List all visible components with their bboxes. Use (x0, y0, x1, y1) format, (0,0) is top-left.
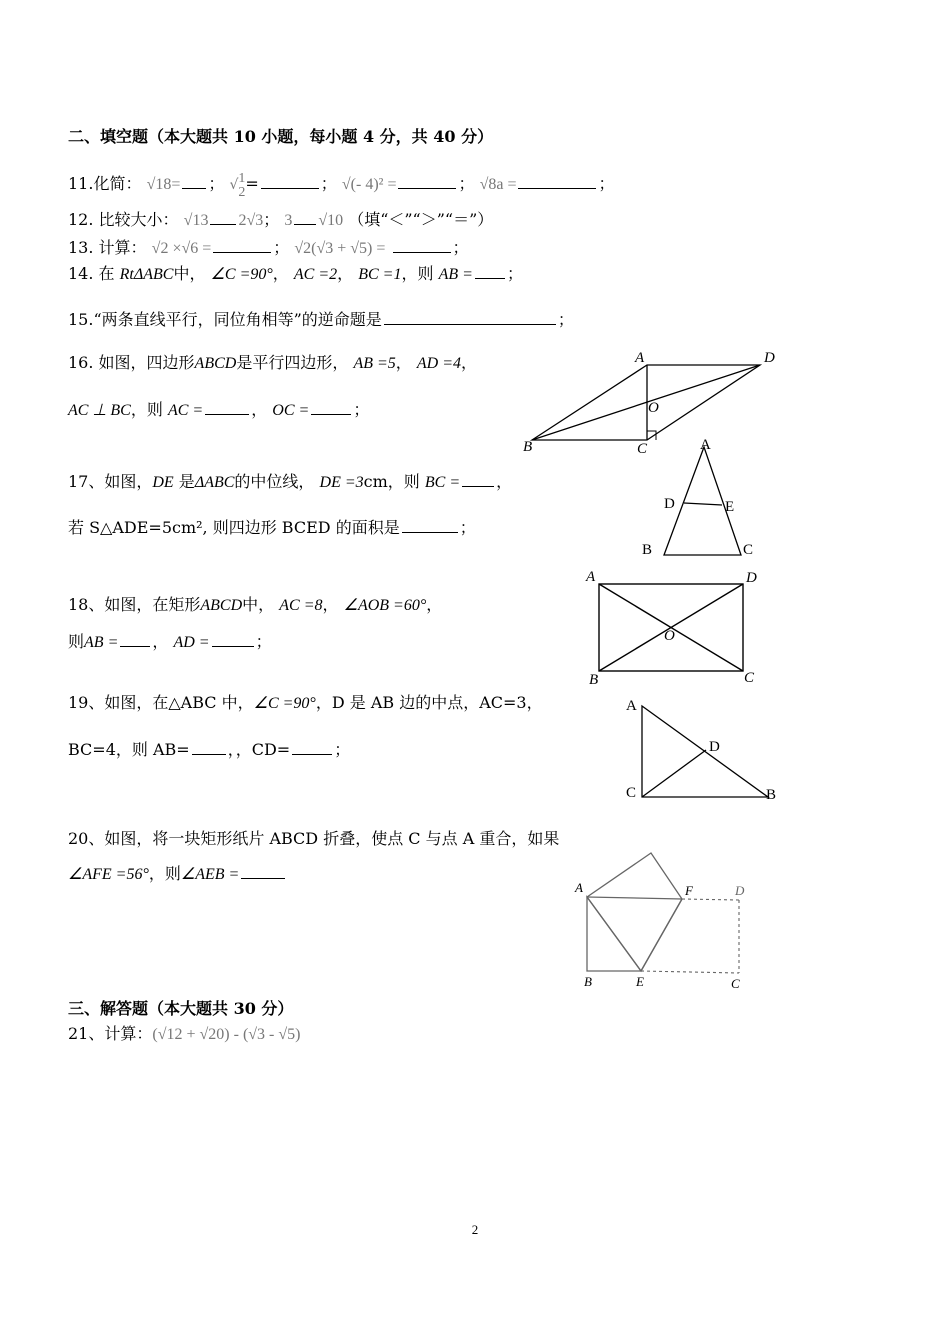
question-18-line-2: 则AB = ， AD = ； (68, 632, 272, 651)
q17-label-b: B (642, 542, 653, 558)
q17-triangle-figure (636, 433, 766, 563)
q18-cond-1: AC =8 (279, 597, 323, 614)
q17-text-4: 若 S△ADE=5cm², 则四边形 BCED 的面积是 (68, 518, 400, 537)
q13-blank-2[interactable] (393, 236, 451, 253)
q20-ask: ∠AEB = (180, 866, 240, 883)
q14-text-1: 14. 在 (68, 264, 115, 283)
q20-fold-figure (565, 845, 765, 995)
q18-label-b: B (589, 672, 599, 688)
q19-text-4: ，CD= (235, 740, 291, 759)
q16-shape: ABCD (194, 355, 237, 372)
q17-text-1: 17、如图， (68, 472, 153, 491)
q13-number: 13. (68, 238, 94, 257)
q16-text-2: 是平行四边形， (236, 353, 349, 372)
q17-label-a: A (700, 437, 711, 453)
q16-label-d: D (764, 350, 775, 366)
q21-text: 21、计算： (68, 1024, 153, 1043)
q16-text-3: ，则 (130, 400, 163, 419)
q12-blank-1[interactable] (210, 208, 236, 225)
q11-number: 11. (68, 174, 94, 194)
q17-label-c: C (743, 542, 754, 558)
q19-label-b: B (766, 787, 777, 803)
q14-cond-1: ∠C =90° (210, 266, 273, 283)
q15-text: 15.“两条直线平行，同位角相等”的逆命题是 (68, 310, 382, 329)
question-20-line-2 (68, 862, 287, 886)
q18-text-2: 中， (242, 595, 275, 614)
q19-cond-1: ∠C =90° (253, 695, 316, 712)
q18-cond-2: ∠AOB =60° (343, 597, 427, 614)
q12-expr-4: √10 (318, 212, 344, 229)
q13-text: 计算： (98, 238, 147, 257)
q11-expr-3: √(- 4)² = (341, 176, 397, 194)
question-11: 11.化简： √18= ； √1 2= ； √(- 4)² = ； √8a = ； (68, 171, 615, 200)
q19-right-triangle-figure (620, 690, 785, 810)
q11-sqrt-half: √1 2 (229, 171, 246, 200)
section-3-heading: 三、解答题（本大题共 30 分） (68, 999, 294, 1018)
q13-expr-2: √2(√3 + √5) = (294, 240, 386, 257)
q20-label-a: A (575, 880, 583, 895)
q21-expr: (√12 + √20) - (√3 - √5) (152, 1026, 301, 1043)
q20-label-b: B (584, 974, 592, 989)
q17-blank-1[interactable] (462, 470, 494, 487)
page-number: 2 (471, 1222, 479, 1237)
question-16-line-2: AC ⊥ BC，则 AC = ， OC = ； (68, 400, 370, 419)
q11-text: 化简： (93, 174, 142, 194)
q18-text-3: 则 (68, 632, 85, 651)
q20-label-f: F (685, 883, 693, 898)
q11-blank-1[interactable] (182, 172, 206, 189)
q12-text: 比较大小： (98, 210, 179, 229)
q16-text-1: 16. 如图，四边形 (68, 353, 195, 372)
q18-label-d: D (746, 570, 757, 586)
q11-sep: ； (598, 174, 615, 194)
question-13: 13. 计算： √2 ×√6 = ； √2(√3 + √5) = ； (68, 238, 469, 257)
q20-text-2: ，则 (148, 864, 181, 883)
q17-label-e: E (725, 499, 735, 515)
q14-text-3: ，则 (401, 264, 434, 283)
q18-blank-2[interactable] (212, 630, 254, 647)
q17-cond-1: DE =3 (319, 474, 364, 491)
q12-number: 12. (68, 210, 94, 229)
q11-expr-1: √18= (146, 176, 181, 194)
q20-text-1: 20、如图，将一块矩形纸片 ABCD 折叠，使点 C 与点 A 重合，如果 (68, 829, 560, 848)
q17-triangle: ΔABC (194, 474, 235, 491)
q16-cond-1: AB =5 (353, 355, 396, 372)
q14-blank[interactable] (475, 262, 505, 279)
q16-blank-1[interactable] (205, 398, 249, 415)
q19-blank-1[interactable] (192, 738, 226, 755)
q20-label-c: C (731, 976, 740, 991)
q16-blank-2[interactable] (311, 398, 351, 415)
q20-cond-1: ∠AFE =56° (68, 866, 149, 883)
q17-label-d: D (664, 496, 675, 512)
question-21 (68, 1023, 301, 1046)
q17-ask: BC = (424, 474, 461, 491)
q11-blank-4[interactable] (518, 172, 596, 189)
question-17-line-1: 17、如图，DE 是ΔABC的中位线， DE =3cm，则 BC = ， (68, 472, 513, 491)
q19-text-1: 19、如图，在△ABC 中， (68, 693, 254, 712)
q18-label-c: C (744, 670, 755, 686)
q20-blank[interactable] (241, 862, 285, 879)
q13-blank-1[interactable] (213, 236, 271, 253)
q17-segment: DE (152, 474, 174, 491)
q18-text-1: 18、如图，在矩形 (68, 595, 201, 614)
q19-label-c: C (626, 785, 637, 801)
q12-blank-2[interactable] (294, 208, 316, 225)
q18-ask-2: AD = (173, 634, 210, 651)
q12-expr-2: 2√3 (238, 212, 264, 229)
q12-hint: （填“＜”“＞”“＝”） (348, 210, 494, 229)
q18-blank-1[interactable] (120, 630, 150, 647)
q14-triangle: RtΔABC (119, 266, 174, 283)
q14-text-2: 中， (173, 264, 206, 283)
q16-cond-2: AD =4 (416, 355, 461, 372)
q16-ask-1: AC = (167, 402, 204, 419)
q11-expr-2: = (245, 174, 259, 194)
q20-label-e: E (636, 974, 644, 989)
q19-text-3: BC=4，则 AB= (68, 740, 190, 759)
q17-text-3: 的中位线， (234, 472, 315, 491)
q16-label-o: O (648, 400, 659, 416)
question-19-line-1 (68, 692, 543, 715)
question-14: 14. 在 RtΔABC中， ∠C =90°， AC =2， BC =1，则 AB = ； (68, 264, 523, 283)
question-19-line-2: BC=4，则 AB= ，，CD= ； (68, 740, 351, 759)
question-20-line-1 (68, 828, 559, 850)
question-18-line-1: 18、如图，在矩形ABCD中， AC =8， ∠AOB =60°， (68, 595, 443, 614)
q17-text-2: 是 (178, 472, 195, 491)
q14-cond-3: BC =1 (358, 266, 402, 283)
q12-expr-1: √13 (183, 212, 209, 229)
q19-text-2: ，D 是 AB 边的中点，AC=3， (315, 693, 543, 712)
question-16-line-1: 16. 如图，四边形ABCD是平行四边形， AB =5， AD =4， (68, 353, 478, 372)
q19-label-a: A (626, 698, 637, 714)
question-17-line-2: 若 S△ADE=5cm², 则四边形 BCED 的面积是 ； (68, 518, 476, 537)
q17-blank-2[interactable] (402, 516, 458, 533)
q20-label-d: D (735, 883, 745, 898)
q12-expr-3: 3 (284, 212, 293, 229)
question-12: 12. 比较大小： √13 2√3； 3 √10 （填“＜”“＞”“＝”） (68, 210, 494, 229)
q19-label-d: D (709, 739, 720, 755)
q16-label-b: B (523, 439, 533, 455)
q11-blank-2[interactable] (261, 172, 319, 189)
q19-blank-2[interactable] (292, 738, 332, 755)
q11-blank-3[interactable] (398, 172, 456, 189)
q18-shape: ABCD (200, 597, 243, 614)
q18-label-a: A (586, 569, 596, 585)
q18-label-o: O (664, 628, 675, 644)
q16-label-a: A (635, 350, 645, 366)
q16-label-c: C (637, 441, 648, 457)
q17-unit: cm，则 (363, 472, 420, 491)
q14-cond-2: AC =2 (293, 266, 338, 283)
q18-rectangle-figure (580, 565, 770, 690)
q13-expr-1: √2 ×√6 = (151, 240, 212, 257)
q16-ask-2: OC = (272, 402, 310, 419)
section-2-heading: 二、填空题（本大题共 10 小题，每小题 4 分，共 40 分） (68, 127, 494, 146)
question-15: 15.“两条直线平行，同位角相等”的逆命题是 ； (68, 310, 574, 329)
q15-blank[interactable] (384, 308, 556, 325)
q14-ask: AB = (438, 266, 473, 283)
q16-cond-3: AC ⊥ BC (68, 402, 131, 419)
q18-ask-1: AB = (84, 634, 119, 651)
q11-expr-4: √8a = (479, 176, 517, 194)
